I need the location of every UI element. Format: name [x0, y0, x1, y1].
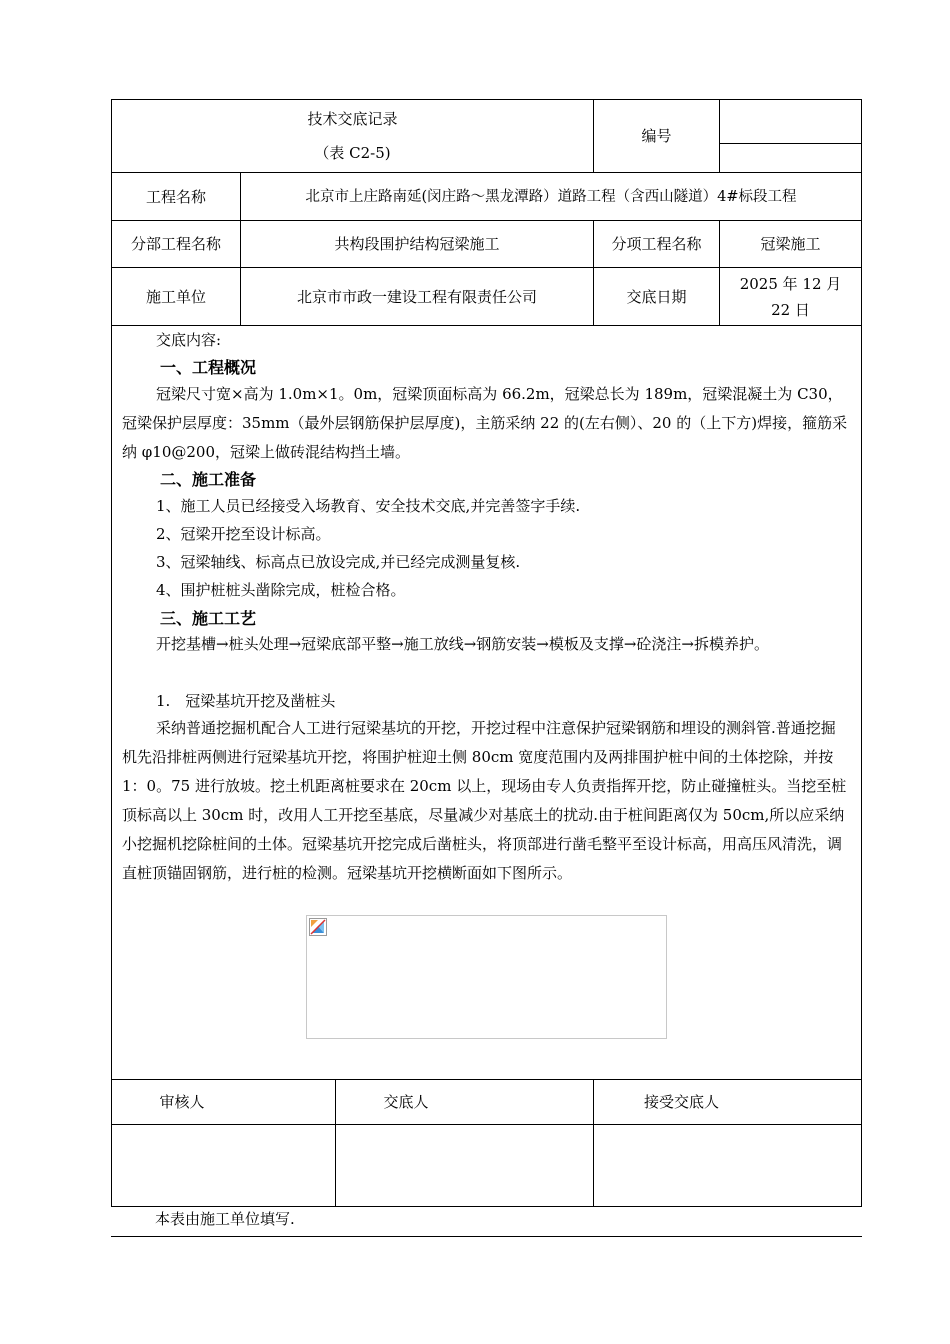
process-flow: 开挖基槽→桩头处理→冠梁底部平整→施工放线→钢筋安装→模板及支撑→砼浇注→拆模养护。 — [156, 635, 769, 653]
disclosure-date-value — [720, 268, 861, 325]
item-project-label: 分项工程名称 — [611, 235, 702, 253]
disclosure-date-label: 交底日期 — [626, 287, 687, 306]
broken-image-icon — [309, 918, 327, 936]
prep-item-3: 3、冠梁轴线、标高点已放设完成,并已经完成测量复核. — [156, 553, 521, 571]
prep-item-4: 4、围护桩桩头凿除完成，桩检合格。 — [156, 581, 406, 599]
prep-item-2: 2、冠梁开挖至设计标高。 — [156, 525, 331, 543]
reviewer-label: 审核人 — [159, 1093, 205, 1111]
subsection-1-text: 采纳普通挖掘机配合人工进行冠梁基坑的开挖，开挖过程中注意保护冠梁钢筋和埋设的测斜管.普通挖掘机先沿排桩两侧进行冠梁基坑开挖，将围护桩迎土侧 80cm 宽度范围内及两排围护桩中间的土体挖除，并按 1：0。75 进行放坡。挖土机距离桩要求在 20cm 以上，现场由专人负责指挥开挖，防止碰撞桩头。当挖至桩顶标高以上 30cm 时，改用人工开挖至基底，尽量减少对基底土的扰动.由于桩间距离仅为 50cm,所以应采纳小挖掘机挖除桩间的土体。冠梁基坑开挖完成后凿桩头，将顶部进行凿毛整平至设计标高，用高压风清洗，调直桩顶锚固钢筋，进行桩的检测。冠梁基坑开挖横断面如下图所示。 — [122, 719, 847, 882]
construction-unit-label: 施工单位 — [145, 287, 206, 306]
date-line-2: 22 日 — [771, 300, 810, 319]
document-title: 技术交底记录 — [307, 110, 398, 128]
section-1-text: 冠梁尺寸宽×高为 1.0m×1。0m，冠梁顶面标高为 66.2m，冠梁总长为 189m，冠梁混凝土为 C30，冠梁保护层厚度：35mm（最外层钢筋保护层厚度)，主筋采纳 22 的(左右侧）、20 的（上下方)焊接，箍筋采纳 φ10@200，冠梁上做砖混结构挡土墙。 — [122, 385, 848, 461]
receiver-signature-box — [594, 1125, 861, 1206]
project-name-label: 工程名称 — [145, 187, 206, 206]
section-1-title: 一、工程概况 — [160, 358, 257, 377]
project-name-value: 北京市上庄路南延(闵庄路～黑龙潭路）道路工程（含西山隧道）4#标段工程 — [305, 188, 797, 205]
section-2-title: 二、施工准备 — [160, 470, 257, 489]
construction-unit-value: 北京市市政一建设工程有限责任公司 — [296, 287, 537, 306]
section-3-title: 三、施工工艺 — [160, 609, 257, 628]
form-code: （表 C2-5) — [314, 144, 391, 162]
prep-item-1: 1、施工人员已经接受入场教育、安全技术交底,并完善签字手续. — [156, 497, 581, 515]
number-value — [720, 100, 861, 143]
discloser-label: 交底人 — [383, 1093, 429, 1111]
excavation-cross-section-image — [306, 915, 667, 1039]
content-intro: 交底内容: — [156, 331, 222, 349]
footer-note: 本表由施工单位填写. — [155, 1210, 295, 1228]
discloser-signature-box — [336, 1125, 593, 1206]
reviewer-signature-box — [112, 1125, 335, 1206]
date-line-1: 2025 年 12 月 — [739, 274, 842, 293]
subsection-1-title: 1. 冠梁基坑开挖及凿桩头 — [156, 692, 336, 710]
receiver-label: 接受交底人 — [643, 1093, 719, 1111]
number-label: 编号 — [641, 127, 672, 145]
item-project-value: 冠梁施工 — [760, 235, 821, 253]
sub-project-label: 分部工程名称 — [130, 235, 221, 253]
header-title-block — [112, 100, 593, 172]
sub-project-value: 共构段围护结构冠梁施工 — [334, 235, 500, 253]
